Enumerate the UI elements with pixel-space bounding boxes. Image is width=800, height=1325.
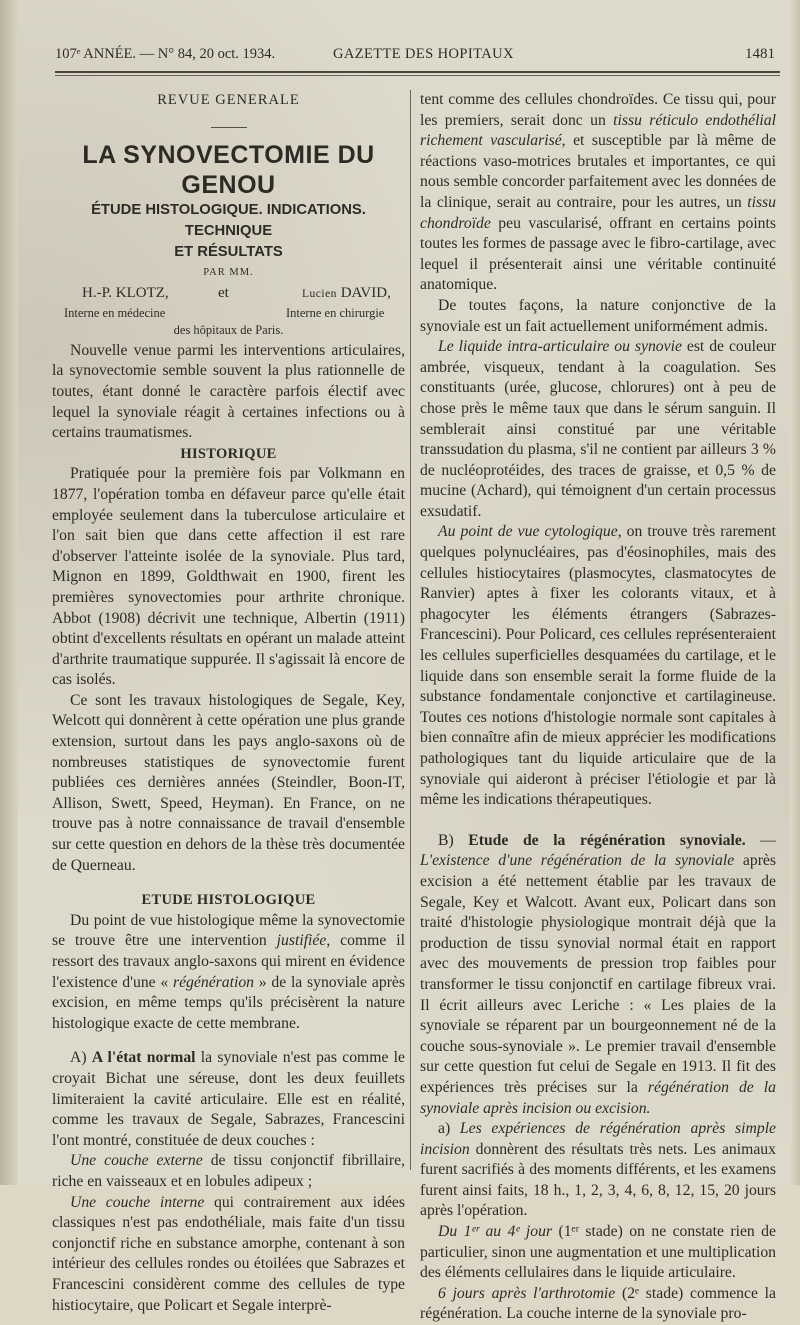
article-title: LA SYNOVECTOMIE DU GENOU [82,140,375,199]
spacer [420,811,776,831]
experiences-paragraph: a) Les expériences de régénération après simple incision donnèrent des résultats très nets. Les animaux furent sacrifiés à des moments différents, et les examens furent ainsi faits, 18 h., 1, 2, 3, 4, 6, 8, 12, 15, 20 jours après l'opération. [420,1120,777,1220]
page-number: 1481 [745,46,775,62]
historique-paragraph-1: Pratiquée pour la première fois par Volkmann en 1877, l'opération tomba en défaveur parce qu'elle était employée seulement dans la tuberculose articulaire et l'on sait bien que dans cette affection il est rare d'observer l'atteinte isolée de la synoviale. Plus tard, Mignon en 1899, Goldthwait en 1900, firent les premières synovectomies pour arthrite chronique. Abbot (1908) décrivit une technique, Albertin (1911) obtint d'excellents résultats en opérant un malade atteint d'arthrite traumatique suppurée. Il s'agissait là encore de cas isolés. [52,465,405,689]
journal-name: GAZETTE DES HOPITAUX [333,46,514,62]
article-subtitle [52,200,405,263]
nature-paragraph: De toutes façons, la nature conjonctive de la synoviale est un fait actuellement uniformément admis. [420,296,776,335]
couche-externe-paragraph: Une couche externe de tissu conjonctif fibrillaire, riche en vaisseaux et en lobules adipeux ; [52,1152,405,1190]
hospitals-line: des hôpitaux de Paris. [173,323,284,338]
running-head [55,46,780,68]
stade-2-paragraph: 6 jours après l'arthrotomie (2ᵉ stade) commence la régénération. La couche interne de la synoviale pro- [420,1284,776,1323]
author-klotz: H.-P. KLOTZ, [82,285,169,302]
spacer [52,1034,405,1048]
cytologie-paragraph: Au point de vue cytologique, on trouve très rarement quelques polynucléaires, pas d'éosinophiles, mais des cellules histiocytaires (plasmocytes, clasmatocytes de Ranvier) aptes à fixer les colorants vitaux, et à phagocyter les éléments étrangers (Sabrazes-Francescini). Pour Policard, ces cellules représenteraient les cellules superficielles desquamées du cartilage, et le liquide dans son ensemble serait la forme fluide de la substance fondamentale conjonctive et cartilagineuse. Toutes ces notions d'histologie normale sont capitales à bien connaître afin de mieux apprécier les modifications pathologiques tant du liquide articulaire que de la synoviale qui aideront à préciser l'étiologie et par là même les indications thérapeutiques. [420,523,777,809]
spacer [52,876,405,890]
author-david-first: Lucien [302,288,337,301]
author-david-last: DAVID, [340,285,391,302]
regeneration-paragraph: B) Etude de la régénération synoviale. — L'existence d'une régénération de la synoviale après excision a été nettement établie par les travaux de Segale, Key et Walcott. Avant eux, Policart dans son traité d'histologie physiologique montrait déjà que la production de tissu synovial normal était en rapport avec des mouvements de pression trop faibles pour transformer le tissu conjonctif en cartilage fibreux vrai. Il écrit ailleurs avec Leriche : « Les plaies de la synoviale se réparent par un bourgeonnement né de la couche sous-synoviale ». Le premier travail d'ensemble sur cette question fut celui de Segale en 1913. Il fit des expériences très précises sur la régénération de la synoviale après incision ou excision. [420,831,777,1117]
authors [52,283,405,303]
intro-paragraph: Nouvelle venue parmi les interventions articulaires, la synovectomie semble souvent la plus rationnelle de toutes, étant donné le caractère parfois électif avec lequel la synoviale réagit à certaines infections ou à certains traumatismes. [52,341,405,442]
header-rule-thin [55,75,780,76]
role-chirurgie: Interne en chirurgie [286,306,385,321]
liquide-paragraph: Le liquide intra-articulaire ou synovie est de couleur ambrée, visqueux, tendant à la coagulation. Ses constituants (urée, glucose, chlorures) ont à peu de chose près le même taux que dans le sérum sanguin. Il semblerait ainsi constitué par une véritable transsudation du plasma, s'il ne contient par ailleurs 3 % de nucléoprotéides, des traces de graisse, et 0,5 % de mucine (Achard), qui témoignent d'un certain processus exsudatif. [420,338,776,520]
subtitle-line-1: ÉTUDE HISTOLOGIQUE. INDICATIONS. TECHNIQUE [91,201,366,239]
couche-interne-paragraph: Une couche interne qui contrairement aux idées classiques n'est pas endothéliale, mais faite d'un tissu conjonctif riche en substance amorphe, contenant à son intérieur des cellules rondes ou étoilées que Sabrazes et Francescini considèrent comme des cellules de type histiocytaire, que Policart et Segale interprè- [52,1193,405,1314]
continuation-paragraph: tent comme des cellules chondroïdes. Ce tissu qui, pour les premiers, serait donc un tissu réticulo endothélial richement vascularisé, et susceptible par là même de réactions vaso-motrices brutales et importantes, ce qui nous semble concorder parfaitement avec les données de la clinique, serait au contraire, pour les autres, un tissu chondroïde peu vascularisé, offrant en certains points toutes les formes de passage avec le fibro-cartilage, avec lequel il présenterait ainsi une véritable continuité anatomique. [420,91,777,294]
author-david [302,283,391,305]
header-rule [55,71,780,73]
historique-paragraph-2: Ce sont les travaux histologiques de Segale, Key, Welcott qui donnèrent à cette opération une plus grande extension, surtout dans les pays anglo-saxons où de nombreuses statistiques de synovectomie furent publiées ces dernières années (Steindler, Boon-IT, Allison, Swett, Speed, Heyman). En France, on ne trouve pas à notre connaissance de travail d'ensemble sur cette question en dehors de la thèse très documentée de Querneau. [52,691,405,874]
issue-line: 107ᵉ ANNÉE. — N° 84, 20 oct. 1934. [55,46,276,62]
author-roles [52,303,405,320]
subtitle-line-2: ET RÉSULTATS [174,243,283,260]
stade-1-paragraph: Du 1ᵉʳ au 4ᵉ jour (1ᵉʳ stade) on ne constate rien de particulier, sinon une augmentation et une multiplication des éléments cellulaires dans le liquide articulaire. [420,1223,776,1282]
role-medecine: Interne en médecine [64,306,166,321]
title-rule [211,127,247,128]
etude-heading: ETUDE HISTOLOGIQUE [141,892,316,909]
author-conjunction: et [218,285,229,302]
right-column [420,90,776,1325]
etat-normal-paragraph: A) A l'état normal la synoviale n'est pas comme le croyait Bichat une séreuse, dont les deux feuillets limiteraient la cavité articulaire. Elle est en réalité, comme les travaux de Segale, Sabrazes, Francescini l'ont montré, constituée de deux couches : [52,1049,405,1149]
column-divider [410,90,411,1170]
etude-paragraph: Du point de vue histologique même la synovectomie se trouve être une intervention justifiée, comme il ressort des travaux anglo-saxons qui mirent en évidence l'existence d'une « régénération » de la synoviale après excision, en même temps qu'ils précisèrent la nature histologique exacte de cette membrane. [52,911,405,1032]
left-column [52,90,405,1316]
page-edge-right [790,0,800,1185]
section-label: REVUE GENERALE [157,92,300,108]
historique-heading: HISTORIQUE [180,445,277,462]
par-mm: PAR MM. [203,266,254,278]
page-edge-left [0,0,18,1185]
